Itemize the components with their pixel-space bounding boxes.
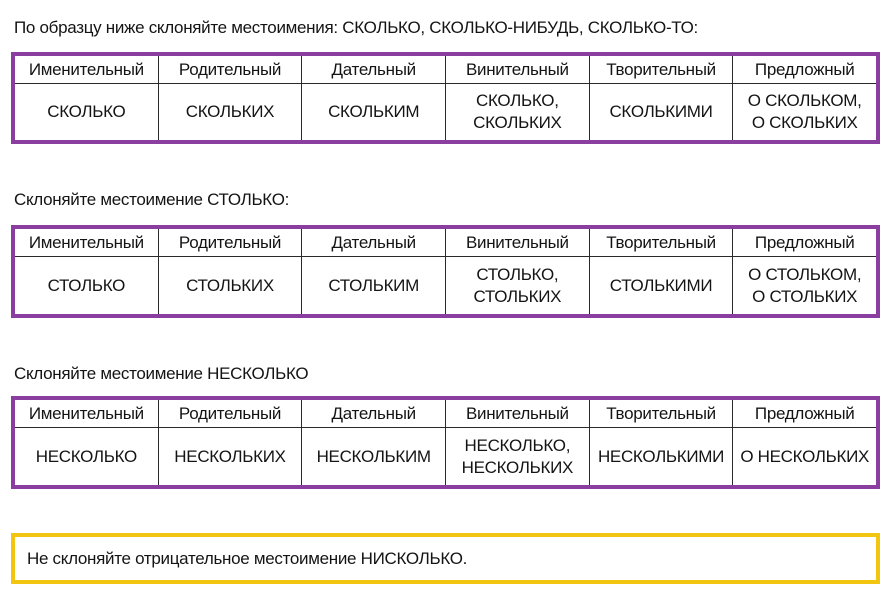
case-header-row: [15, 229, 876, 257]
form-genitive: СКОЛЬКИХ: [159, 84, 303, 140]
declension-forms-row: [15, 257, 876, 314]
form-genitive: СТОЛЬКИХ: [159, 257, 303, 314]
case-header-genitive: Родительный: [159, 400, 303, 427]
form-accusative: СТОЛЬКО, СТОЛЬКИХ: [446, 257, 590, 314]
form-accusative: НЕСКОЛЬКО, НЕСКОЛЬКИХ: [446, 428, 590, 485]
case-header-instrumental: Творительный: [590, 56, 734, 83]
case-header-nominative: Именительный: [15, 56, 159, 83]
instruction-sklolko: По образцу ниже склоняйте местоимения: СКОЛЬКО, СКОЛЬКО-НИБУДЬ, СКОЛЬКО-ТО:: [14, 18, 698, 37]
form-genitive: НЕСКОЛЬКИХ: [159, 428, 303, 485]
form-dative: СТОЛЬКИМ: [302, 257, 446, 314]
form-prepositional: О СКОЛЬКОМ, О СКОЛЬКИХ: [747, 91, 862, 132]
form-dative: НЕСКОЛЬКИМ: [302, 428, 446, 485]
case-header-instrumental: Творительный: [590, 400, 734, 427]
note-text: Не склоняйте отрицательное местоимение НИСКОЛЬКО.: [27, 548, 468, 568]
declension-forms-row: [15, 84, 876, 140]
case-header-accusative: Винительный: [446, 56, 590, 83]
case-header-prepositional: Предложный: [754, 403, 855, 423]
form-instrumental: НЕСКОЛЬКИМИ: [590, 428, 734, 485]
declension-table-skolko: [11, 52, 880, 144]
form-nominative: НЕСКОЛЬКО: [15, 428, 159, 485]
declension-table-stolko: [11, 225, 880, 318]
note-box-niskolko: [11, 533, 880, 584]
case-header-genitive: Родительный: [159, 56, 303, 83]
case-header-row: [15, 56, 876, 84]
form-nominative: СКОЛЬКО: [15, 84, 159, 140]
instruction-neskolko: Склоняйте местоимение НЕСКОЛЬКО: [14, 364, 309, 383]
form-accusative: СКОЛЬКО, СКОЛЬКИХ: [446, 84, 590, 140]
case-header-nominative: Именительный: [15, 400, 159, 427]
declension-forms-row: [15, 428, 876, 485]
case-header-row: [15, 400, 876, 428]
case-header-instrumental: Творительный: [590, 229, 734, 256]
case-header-dative: Дательный: [302, 56, 446, 83]
form-nominative: СТОЛЬКО: [15, 257, 159, 314]
case-header-nominative: Именительный: [15, 229, 159, 256]
case-header-genitive: Родительный: [159, 229, 303, 256]
form-instrumental: СКОЛЬКИМИ: [590, 84, 734, 140]
form-dative: СКОЛЬКИМ: [302, 84, 446, 140]
case-header-dative: Дательный: [302, 229, 446, 256]
case-header-accusative: Винительный: [446, 400, 590, 427]
case-header-prepositional: Предложный: [754, 232, 855, 252]
form-instrumental: СТОЛЬКИМИ: [590, 257, 734, 314]
form-prepositional: О НЕСКОЛЬКИХ: [740, 446, 870, 466]
case-header-dative: Дательный: [302, 400, 446, 427]
case-header-prepositional: Предложный: [754, 59, 855, 79]
form-prepositional: О СТОЛЬКОМ, О СТОЛЬКИХ: [748, 264, 862, 306]
instruction-stolko: Склоняйте местоимение СТОЛЬКО:: [14, 190, 290, 209]
declension-table-neskolko: [11, 396, 880, 489]
case-header-accusative: Винительный: [446, 229, 590, 256]
